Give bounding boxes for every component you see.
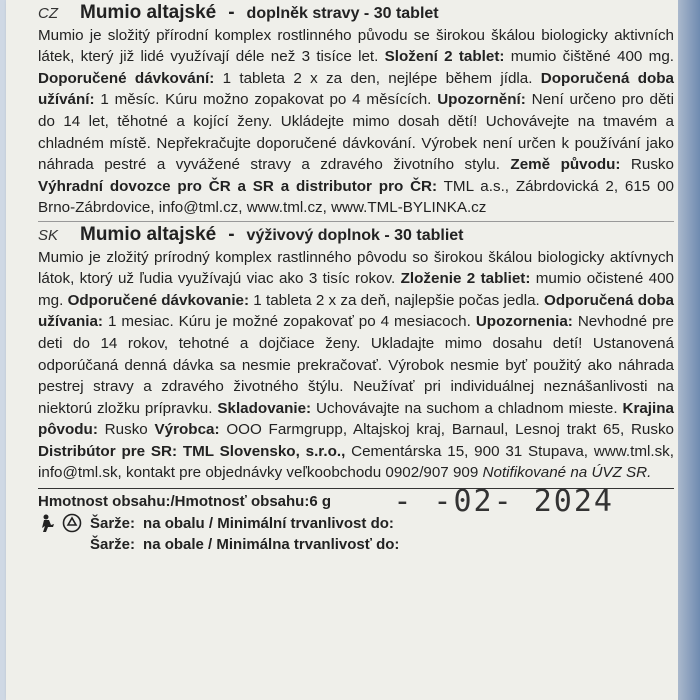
tidyman-icon	[38, 513, 58, 533]
lot-label-cz: Šarže:	[90, 514, 136, 532]
sk-text: Rusko	[97, 421, 155, 439]
sk-heading: Skladovanie:	[217, 399, 312, 417]
recycle-icon	[62, 513, 82, 533]
sk-subtitle: výživový doplnok - 30 tabliet	[246, 226, 464, 244]
lot-row-sk	[38, 534, 674, 556]
lot-label-sk: Šarže:	[90, 536, 136, 554]
sk-text: Uchovávajte na suchom a chladnom mieste.	[311, 399, 623, 417]
sk-text: Mumio je zložitý prírodný komplex rastlinného pôvodu so širokou škálou biologicky aktívnych látok, ktorý už ľudia využívajú viac ako 3 tisíc rokov.	[38, 248, 674, 288]
sk-heading: Odporučené dávkovanie:	[67, 291, 250, 309]
cz-heading: Upozornění:	[437, 91, 526, 109]
sk-heading: Výrobca:	[154, 421, 220, 439]
sk-heading: Krajina pôvodu:	[38, 399, 674, 439]
cz-text: Není určeno pro děti do 14 let, těhotné a kojící ženy. Ukládejte mimo dosah dětí! Uchovávejte na tmavém a chladném místě. Nepřekračujte doporučené dávkování. Výrobek není určen k používání jako náhrada pestré a vyvážené stravy a zdravého životního stylu.	[38, 91, 674, 174]
sk-text: mumio očistené 400 mg.	[38, 270, 674, 309]
sk-heading: Odporučená doba užívania:	[38, 291, 674, 331]
cz-text: TML a.s., Zábrdovická 2, 615 00 Brno-Zábrdovice, info@tml.cz, www.tml.cz, www.TML-BYLINKA.cz	[38, 177, 674, 217]
sk-product-name: Mumio altajské	[80, 223, 217, 245]
cz-heading: Země původu:	[510, 156, 621, 174]
cz-language-code: CZ	[38, 5, 58, 22]
sk-heading: Zloženie 2 tabliet:	[400, 270, 531, 288]
cz-text: mumio čištěné 400 mg.	[504, 48, 674, 66]
sk-heading: Distribútor pre SR: TML Slovensko, s.r.o.,	[38, 442, 346, 460]
sk-text: Cementárska 15, 900 31 Stupava, www.tml.sk, info@tml.sk, kontakt pre objednávky veľkoobchodu 0902/907 909	[38, 442, 674, 482]
sk-heading: Upozornenia:	[475, 313, 573, 331]
cz-heading: Doporučená doba užívání:	[38, 69, 674, 109]
sk-header-dash: -	[228, 223, 235, 245]
weight-row	[38, 484, 674, 520]
cz-subtitle: doplněk stravy - 30 tablet	[246, 5, 439, 22]
cz-heading: Doporučené dávkování:	[38, 69, 215, 87]
cz-heading: Výhradní dovozce pro ČR a SR a distributor pro ČR:	[38, 177, 438, 195]
cz-text: 1 měsíc. Kúru možno zopakovat po 4 měsících.	[94, 91, 438, 109]
cz-heading: Složení 2 tablet:	[384, 48, 505, 66]
sk-language-code: SK	[38, 226, 59, 244]
lot-text-cz: na obalu / Minimální trvanlivost do:	[143, 514, 394, 532]
cz-header-dash: -	[228, 2, 235, 23]
cz-text: Mumio je složitý přírodní komplex rostlinného původu se širokou škálou biologicky aktivních látek, který již lidé využívají déle než 3 tisíce let.	[38, 26, 674, 66]
sk-text: OOO Farmgrupp, Altajskoj kraj, Barnaul, Lesnoj trakt 65, Rusko	[219, 421, 674, 439]
cz-product-name: Mumio altajské	[80, 2, 217, 23]
sk-notification: Notifikované na ÚVZ SR.	[482, 464, 652, 482]
section-divider	[38, 221, 674, 222]
disposal-icons	[38, 513, 82, 533]
cz-text: Rusko	[620, 156, 674, 174]
label-content	[38, 0, 674, 556]
sk-text: Nevhodné pre deti do 14 rokov, tehotné a dojčiace ženy. Ukladajte mimo dosahu detí! Ustanovená odporúčaná denná dávka sa nesmie prekračovať. Výrobok nesmie byť použitý ako náhrada pestrej stravy a zdravého životného štýlu. Neužívať pri individuálnej neznášanlivosti na niektorú zložku prípravku.	[38, 313, 674, 417]
cz-description	[38, 25, 674, 219]
net-weight: Hmotnost obsahu:/Hmotnosť obsahu:6 g	[38, 493, 332, 511]
sk-text: 1 mesiac. Kúru je možné zopakovať po 4 mesiacoch.	[103, 313, 476, 331]
cz-header	[38, 2, 674, 25]
date-stamp: - -02- 2024	[393, 484, 614, 520]
sk-description	[38, 247, 674, 485]
sk-text: 1 tableta 2 x za deň, najlepšie počas jedla.	[249, 291, 545, 309]
sk-header	[38, 224, 674, 247]
lot-text-sk: na obale / Minimálna trvanlivosť do:	[143, 536, 400, 554]
package-edge	[678, 0, 700, 700]
cz-text: 1 tableta 2 x za den, nejlépe během jídla.	[214, 69, 541, 87]
